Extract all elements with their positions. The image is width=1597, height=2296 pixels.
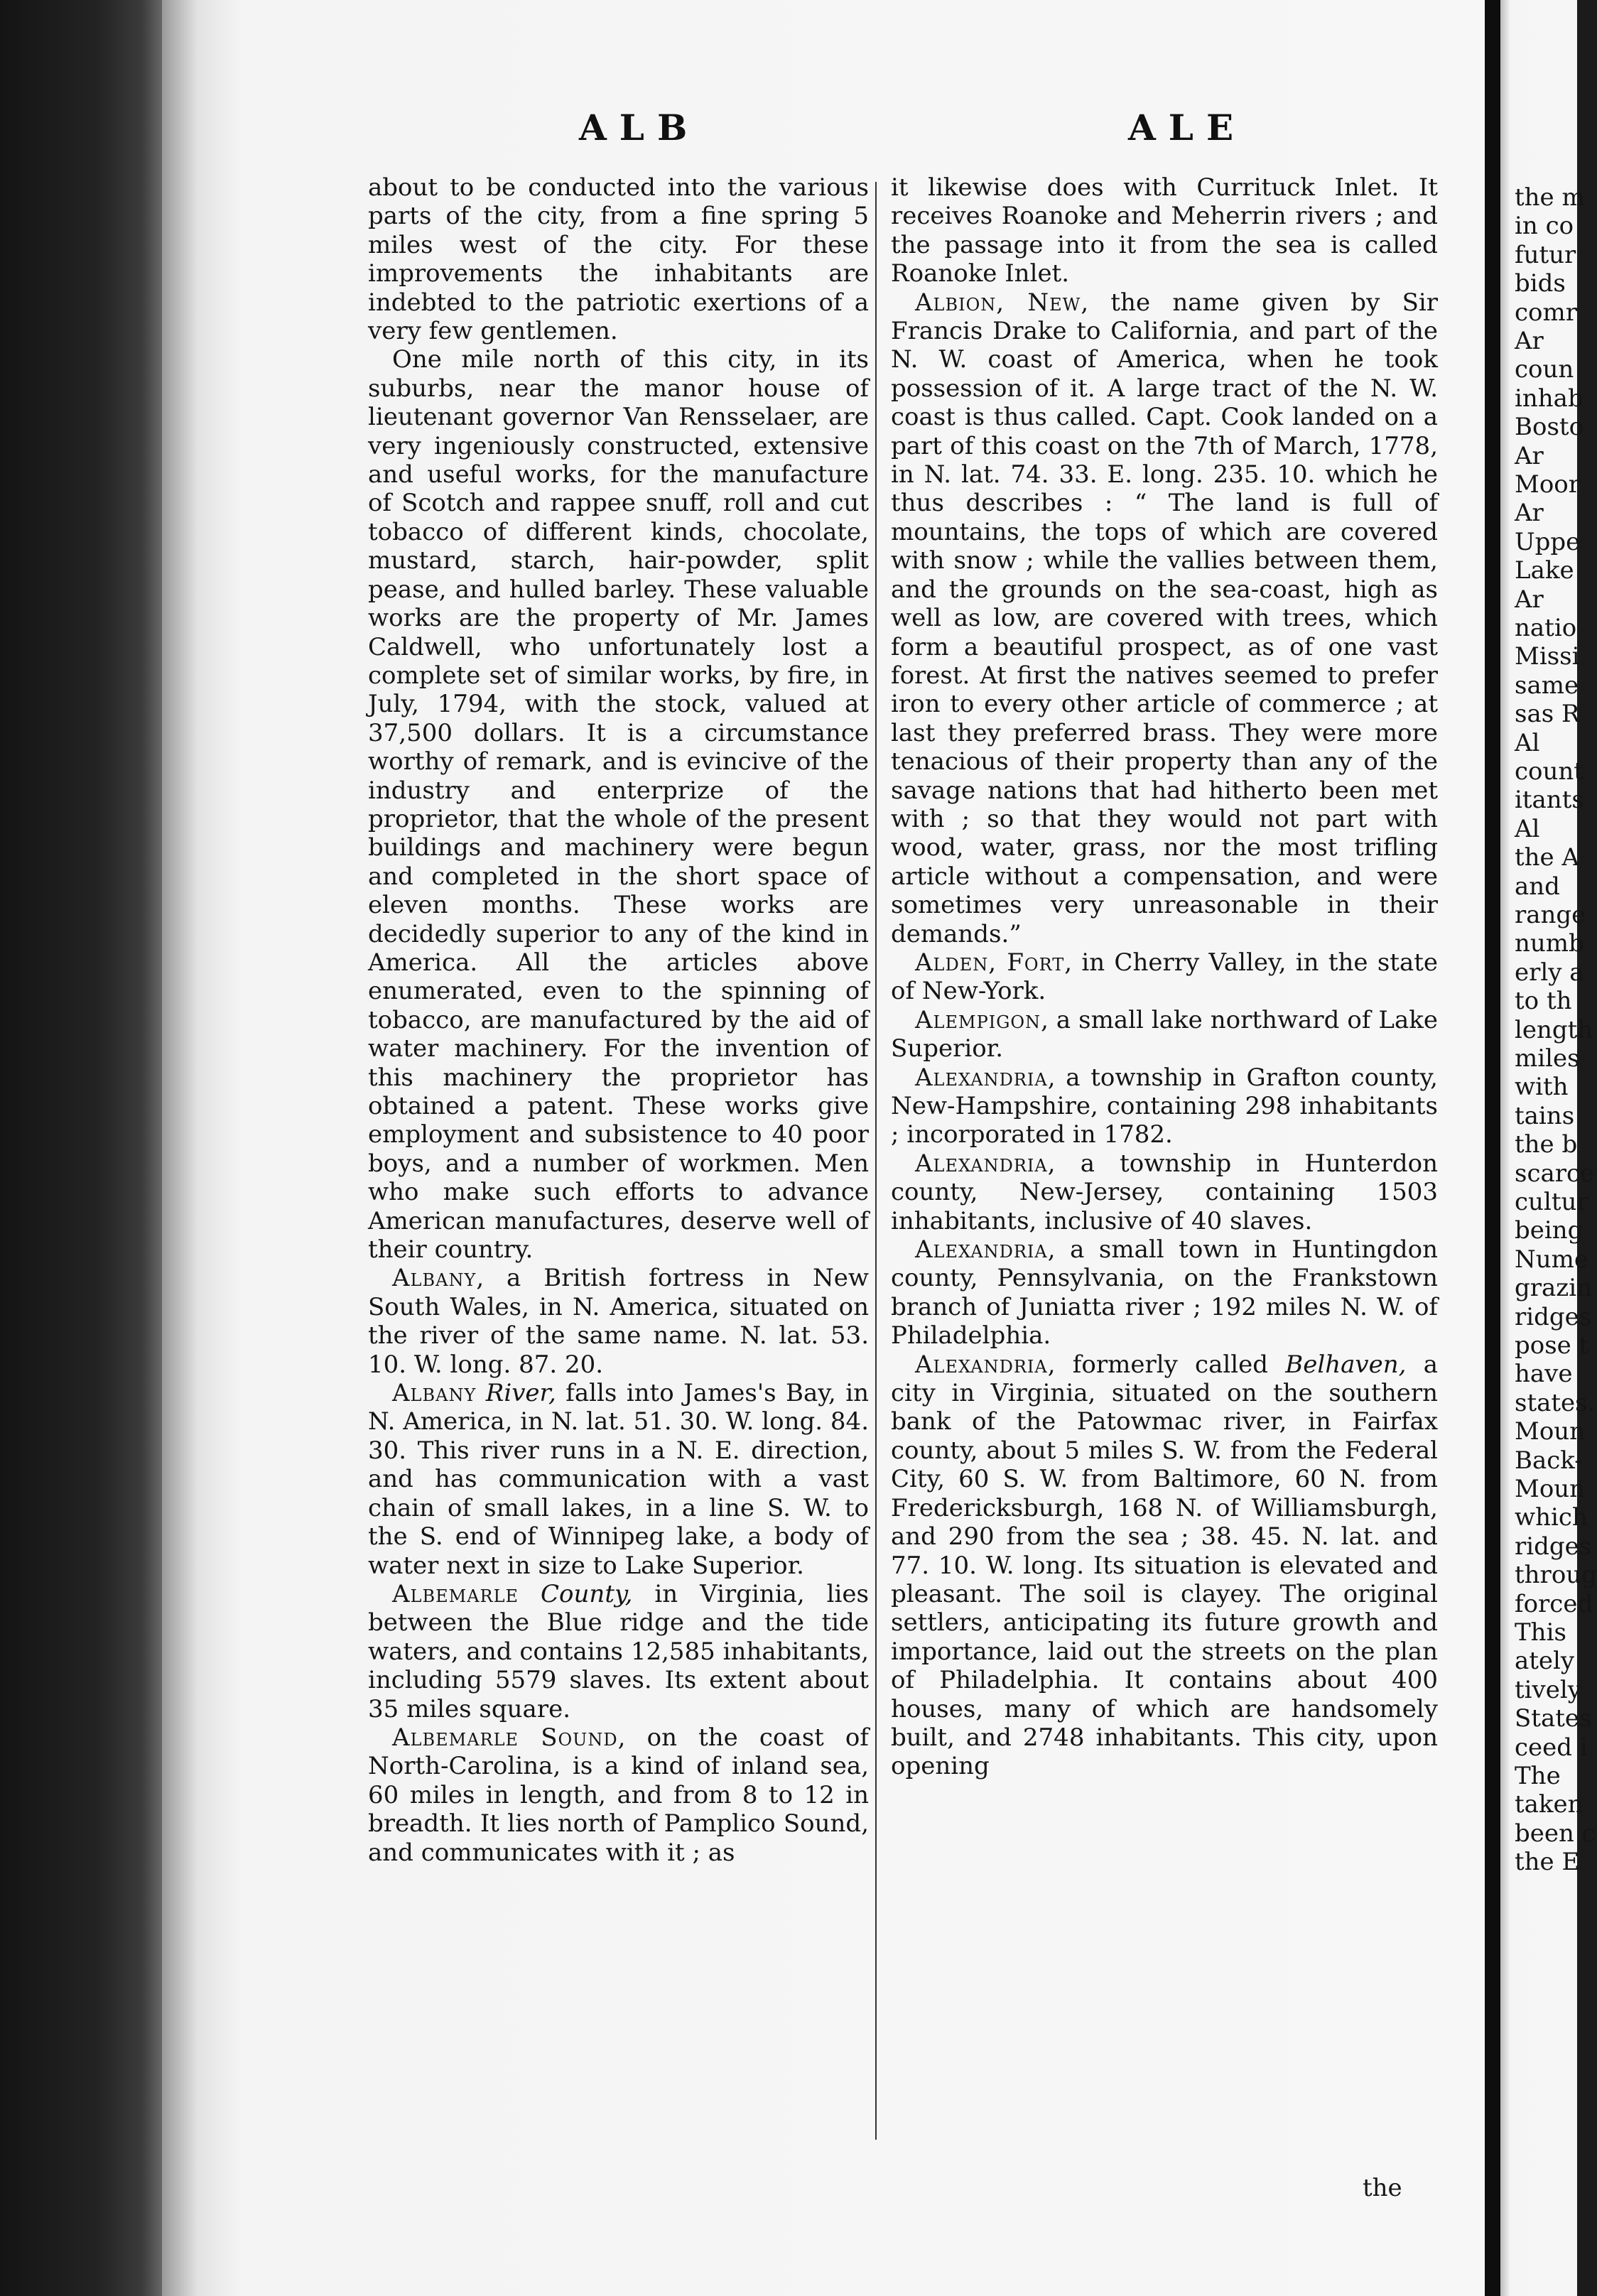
right-page-fragment: Al (1515, 728, 1540, 757)
right-page-fragment: numb (1515, 929, 1584, 958)
entry-head: Albany (392, 1379, 477, 1408)
right-page-fragment: being (1515, 1216, 1584, 1245)
right-page-fragment: been c (1515, 1819, 1596, 1848)
right-page-fragment: the b (1515, 1130, 1578, 1159)
right-page-fragment: Ar (1515, 585, 1544, 614)
column-rule (875, 182, 877, 2140)
entry-head: Alexandria (915, 1063, 1048, 1092)
right-page-fragment: ately (1515, 1647, 1575, 1676)
right-page-fragment: erly a (1515, 958, 1584, 987)
gazetteer-entry (891, 1063, 1438, 1149)
entry-text: One mile north of this city, in its suburbs, near the manor house of lieutenant governor Van Rensselaer, are very ingeniously constructed, extensive and useful works, for the manufacture of Scotch and rappee snuff, roll and cut tobacco of different kinds, chocolate, mustard, starch, hair-powder, split pease, and hulled barley. These valuable works are the property of Mr. James Caldwell, who unfortunately lost a complete set of similar works, by fire, in July, 1794, with the stock, valued at 37,500 dollars. It is a circumstance worthy of remark, and is evincive of the industry and enterprize of the proprietor, that the whole of the present buildings and machinery were begun and completed in the short space of eleven months. These works are decidedly superior to any of the kind in America. All the articles above enumerated, even to the spinning of tobacco, are manufactured by the aid of water machinery. For the invention of this machinery the proprietor has obtained a patent. These works give employment and subsistence to 40 poor boys, and a number of workmen. Men who make such efforts to advance American manufactures, deserve well of their country. (368, 345, 869, 1265)
entry-head: Alexandria (915, 1235, 1048, 1265)
right-page-fragment: This (1515, 1618, 1566, 1647)
right-page-fragment: count (1515, 757, 1584, 786)
column-left (368, 173, 869, 1867)
right-page-fragment: sas R (1515, 700, 1580, 729)
entry-head: Albion, New (915, 288, 1081, 317)
right-page-fragment: Bosto (1515, 413, 1584, 442)
entry-head: Alempigon (915, 1005, 1041, 1034)
running-head-right: ALE (1128, 107, 1247, 148)
right-page-fragment: taken (1515, 1790, 1584, 1819)
entry-head: Alden, Fort (915, 948, 1065, 977)
entry-head: Alexandria (915, 1350, 1048, 1379)
gazetteer-entry (368, 1379, 869, 1580)
entry-head: Albemarle (392, 1579, 519, 1608)
entry-rest: in Virginia, lies between the Blue ridge and the tide waters, and contains 12,585 inhabitants, including 5579 slaves. Its extent about 35 miles square. (368, 1579, 869, 1723)
entry-rest: , a small lake northward of Lake Superior. (891, 1005, 1438, 1063)
right-page-fragment: Ar (1515, 441, 1544, 470)
entry-rest: , the name given by Sir Francis Drake to California, and part of the N. W. coast of America, when he took possession of it. A large tract of the N. W. coast is thus called. Capt. Cook landed on a part of this coast on the 7th of March, 1778, in N. lat. 74. 33. E. long. 235. 10. which he thus describes : “ The land is full of mountains, the tops of which are covered with snow ; while the vallies between them, and the grounds on the sea-coast, high as well as low, are covered with trees, which form a beautiful prospect, as of one vast forest. At first the natives seemed to prefer iron to every other article of commerce ; at last they preferred brass. They were more tenacious of their property than any of the savage nations that had hitherto been met with ; so that they would not part with wood, water, grass, nor the most trifling article without a compensation, and were sometimes very unreasonable in their demands.” (891, 288, 1438, 948)
right-page-fragment: ridges (1515, 1302, 1592, 1331)
right-page-fragment: bids (1515, 269, 1566, 298)
right-page-fragment: tains (1515, 1101, 1575, 1130)
gazetteer-entry (891, 1149, 1438, 1235)
right-page-fragment: itants (1515, 786, 1584, 815)
right-page-fragment: to th (1515, 987, 1572, 1016)
right-page-fragment: scarce (1515, 1159, 1595, 1188)
right-page-fragment: the A (1515, 843, 1580, 872)
right-page-fragment: pose t (1515, 1331, 1589, 1360)
entry-rest: , a British fortress in New South Wales, in N. America, situated on the river of the same name. N. lat. 53. 10. W. long. 87. 20. (368, 1264, 869, 1379)
right-page-fragment: and (1515, 872, 1560, 901)
gazetteer-entry (368, 1723, 869, 1867)
right-page-fragment: which (1515, 1503, 1588, 1532)
column-right (891, 173, 1438, 1781)
gazetteer-entry (891, 288, 1438, 948)
entry-rest2: a city in Virginia, situated on the southern bank of the Patowmac river, in Fairfax county, about 5 miles S. W. from the Federal City, 60 S. W. from Baltimore, 60 N. from Fredericksburgh, 168 N. of Williamsburgh, and 290 from the sea ; 38. 45. N. lat. and 77. 10. W. long. Its situation is elevated and pleasant. The soil is clayey. The original settlers, anticipating its future growth and importance, laid out the streets on the plan of Philadelphia. It contains about 400 houses, many of which are handsomely built, and 2748 inhabitants. This city, upon opening (891, 1350, 1438, 1781)
book-spine (0, 0, 178, 2296)
entry-ital: Belhaven, (1285, 1350, 1407, 1379)
entry-head: Alexandria (915, 1149, 1048, 1178)
right-page-fragment: miles (1515, 1044, 1580, 1073)
right-page-fragment: with (1515, 1073, 1569, 1102)
paragraph (368, 345, 869, 1264)
entry-rest: , in Cherry Valley, in the state of New-York. (891, 948, 1438, 1006)
right-page-fragment: throug (1515, 1561, 1597, 1590)
entry-text: about to be conducted into the various parts of the city, from a fine spring 5 miles west of the city. For these improvements the inhabitants are indebted to the patriotic exertions of a very few gentlemen. (368, 173, 869, 346)
right-page-fragment: Al (1515, 814, 1540, 843)
gazetteer-entry (891, 948, 1438, 1006)
right-page-fragment: range (1515, 901, 1586, 929)
gazetteer-entry (891, 1235, 1438, 1350)
right-page-fragment: Ar (1515, 327, 1544, 355)
page-right-fragment (1500, 0, 1597, 2296)
right-page-fragment: Back- (1515, 1446, 1583, 1475)
entry-rest: falls into James's Bay, in N. America, in N. lat. 51. 30. W. long. 84. 30. This river runs in a N. E. direction, and has communication with a vast chain of small lakes, in a line S. W. to the S. end of Winnipeg lake, a body of water next in size to Lake Superior. (368, 1379, 869, 1580)
right-page-fragment: forced (1515, 1589, 1593, 1618)
gutter-shadow (1485, 0, 1500, 2296)
right-page-fragment: Uppe (1515, 527, 1581, 556)
right-page-fragment: in co (1515, 212, 1574, 241)
right-page-fragment: tively (1515, 1675, 1581, 1704)
entry-rest: , a township in Grafton county, New-Hampshire, containing 298 inhabitants ; incorporated in 1782. (891, 1063, 1438, 1149)
paragraph (891, 173, 1438, 288)
right-page-fragment: Nume (1515, 1245, 1589, 1274)
right-page-fragment: comr (1515, 298, 1578, 327)
right-page-fragment: Ar (1515, 499, 1544, 528)
entry-rest: , formerly called (1047, 1350, 1286, 1379)
catchword: the (1363, 2174, 1402, 2202)
right-page-fragment: same (1515, 671, 1579, 700)
gazetteer-entry (891, 1350, 1438, 1781)
paragraph (368, 173, 869, 345)
right-page-fragment: ceed i (1515, 1733, 1588, 1762)
right-page-fragment: Moun (1515, 1475, 1586, 1503)
right-page-fragment: futur (1515, 240, 1576, 269)
right-page-fragment: coun (1515, 355, 1574, 384)
right-page-fragment: have (1515, 1360, 1573, 1389)
right-page-fragment: Moun (1515, 1417, 1586, 1446)
right-page-fragment: natio (1515, 614, 1577, 642)
right-page-fragment: Moor (1515, 470, 1581, 499)
right-page-fragment: the E (1515, 1848, 1580, 1877)
entry-rest: , on the coast of North-Carolina, is a kind of inland sea, 60 miles in length, and from 8 to 12 in breadth. It lies north of Pamplico Sound, and communicates with it ; as (368, 1723, 869, 1867)
gazetteer-entry (891, 1006, 1438, 1063)
right-page-fragment: length (1515, 1015, 1593, 1044)
entry-text: it likewise does with Currituck Inlet. It receives Roanoke and Meherrin rivers ; and the passage into it from the sea is called Roanoke Inlet. (891, 173, 1438, 288)
right-page-fragment: Missi (1515, 642, 1580, 671)
right-page-fragment: the m (1515, 183, 1585, 212)
right-page-fragment: States (1515, 1704, 1592, 1733)
entry-rest: , a township in Hunterdon county, New-Jersey, containing 1503 inhabitants, inclusive of 40 slaves. (891, 1149, 1438, 1235)
right-page-fragment: cultur (1515, 1188, 1588, 1216)
gazetteer-entry (368, 1264, 869, 1379)
running-head-left: ALB (579, 107, 700, 148)
right-page-fragment: ridges (1515, 1532, 1592, 1561)
entry-ital: County, (519, 1579, 633, 1608)
right-page-fragment: Lake (1515, 556, 1574, 585)
entry-head: Albemarle Sound (392, 1723, 618, 1752)
entry-rest: , a small town in Huntingdon county, Pennsylvania, on the Frankstown branch of Juniatta river ; 192 miles N. W. of Philadelphia. (891, 1235, 1438, 1350)
right-page-fragment: grazin (1515, 1274, 1592, 1303)
right-page-fragment: states. (1515, 1388, 1596, 1417)
entry-head: Albany (392, 1264, 477, 1293)
right-page-fragment: The (1515, 1762, 1561, 1790)
right-page-fragment: inhab (1515, 384, 1584, 413)
entry-ital: River, (476, 1379, 556, 1408)
gazetteer-entry (368, 1580, 869, 1723)
